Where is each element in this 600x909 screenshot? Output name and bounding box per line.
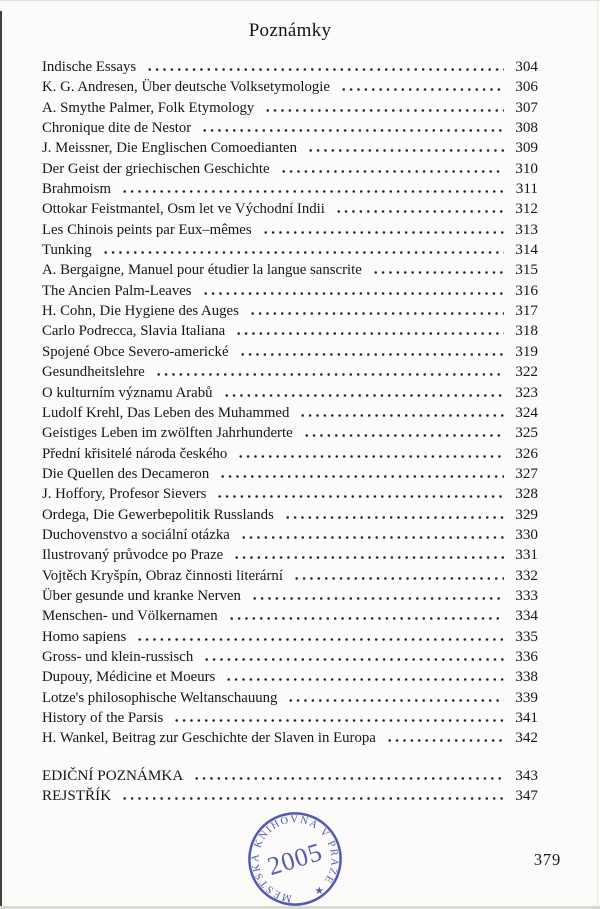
toc-entry	[42, 526, 538, 546]
back-matter-list	[42, 767, 538, 808]
toc-entry-label: Ottokar Feistmantel, Osm let ve Východní Indii	[42, 201, 325, 218]
toc-entry-page: 335	[515, 627, 538, 645]
toc-entry-label: Dupouy, Médicine et Moeurs	[42, 669, 216, 686]
toc-entry	[42, 78, 538, 98]
toc-entry-page: 341	[515, 709, 538, 726]
dot-leader	[293, 577, 504, 580]
toc-list	[42, 58, 538, 750]
toc-entry-page: 322	[515, 363, 538, 381]
dot-leader	[201, 129, 504, 132]
dot-leader	[284, 516, 504, 519]
dot-leader	[155, 373, 504, 376]
toc-entry	[42, 322, 538, 342]
dot-leader	[237, 455, 504, 458]
toc-entry	[42, 465, 538, 485]
toc-entry	[42, 384, 538, 404]
dot-leader	[280, 170, 504, 173]
toc-entry-page: 342	[515, 729, 538, 747]
toc-entry-page: 339	[515, 688, 538, 706]
toc-entry	[42, 261, 538, 281]
toc-entry	[42, 99, 538, 119]
toc-entry-page: 327	[515, 464, 538, 482]
toc-entry	[42, 200, 538, 220]
toc-entry-page: 323	[515, 383, 538, 401]
toc-entry-label: Ilustrovaný průvodce po Praze	[42, 547, 224, 564]
toc-entry-page: 308	[515, 119, 538, 137]
toc-entry-label: Über gesunde und kranke Nerven	[42, 587, 241, 604]
dot-leader	[287, 699, 504, 702]
toc-entry	[42, 628, 538, 648]
toc-entry-page: 333	[515, 586, 538, 604]
toc-entry-page: 319	[515, 342, 538, 360]
toc-entry-label: Spojené Obce Severo-americké	[42, 343, 229, 360]
toc-entry-page: 331	[515, 546, 538, 564]
dot-leader	[386, 739, 504, 742]
toc-entry	[42, 363, 538, 383]
dot-leader	[303, 434, 504, 437]
dot-leader	[146, 68, 504, 71]
scan-edge-top	[0, 0, 600, 1]
dot-leader	[340, 88, 504, 91]
scan-edge-right	[597, 0, 598, 909]
dot-leader	[307, 149, 504, 152]
toc-entry	[42, 567, 538, 587]
toc-entry-page: 343	[515, 766, 538, 784]
toc-entry	[42, 180, 538, 200]
toc-entry	[42, 689, 538, 709]
toc-entry-label: Gross- und klein-russisch	[42, 648, 194, 665]
toc-entry-page: 314	[515, 241, 538, 259]
toc-entry	[42, 160, 538, 180]
toc-entry-label: O kulturním významu Arabů	[42, 384, 213, 401]
toc-entry-page: 328	[515, 485, 538, 503]
toc-entry	[42, 343, 538, 363]
dot-leader	[240, 536, 504, 539]
dot-leader	[202, 292, 504, 295]
toc-entry	[42, 587, 538, 607]
toc-entry-page: 312	[515, 200, 538, 218]
toc-entry-page: 324	[515, 403, 538, 421]
dot-leader	[235, 332, 504, 335]
toc-entry-page: 336	[515, 647, 538, 665]
toc-entry	[42, 241, 538, 261]
stamp-ring-text: MĚSTSKÁ KNIHOVNA V PRAZE ★	[250, 814, 340, 904]
toc-entry	[42, 668, 538, 688]
toc-entry	[42, 729, 538, 749]
toc-entry	[42, 404, 538, 424]
toc-entry	[42, 424, 538, 444]
dot-leader	[228, 617, 504, 620]
toc-entry	[42, 445, 538, 465]
toc-entry	[42, 767, 538, 787]
toc-entry-label: The Ancien Palm-Leaves	[42, 282, 192, 299]
toc-entry-page: 313	[515, 220, 538, 238]
dot-leader	[335, 210, 504, 213]
toc-entry-page: 315	[515, 261, 538, 279]
stamp-year-text: 2005	[264, 837, 326, 882]
toc-entry-label: A. Bergaigne, Manuel pour étudier la langue sanscrite	[42, 262, 362, 279]
toc-entry	[42, 485, 538, 505]
dot-leader	[136, 638, 504, 641]
dot-leader	[223, 394, 504, 397]
toc-entry	[42, 787, 538, 807]
toc-entry-label: A. Smythe Palmer, Folk Etymology	[42, 99, 255, 116]
dot-leader	[249, 312, 504, 315]
toc-entry-label: Menschen- und Völkernamen	[42, 608, 218, 625]
page-title: Poznámky	[248, 20, 332, 41]
toc-entry-page: 304	[515, 58, 538, 75]
dot-leader	[262, 231, 504, 234]
toc-entry-label: Indische Essays	[42, 59, 137, 75]
toc-entry	[42, 546, 538, 566]
toc-entry-label: History of the Parsis	[42, 710, 164, 726]
dot-leader	[372, 271, 504, 274]
toc-entry-label: Ludolf Krehl, Das Leben des Muhammed	[42, 404, 290, 421]
dot-leader	[239, 353, 504, 356]
toc-entry-page: 316	[515, 281, 538, 299]
toc-entry-page: 325	[515, 424, 538, 442]
toc-entry-page: 326	[515, 444, 538, 462]
dot-leader	[173, 719, 504, 722]
toc-entry-page: 306	[515, 78, 538, 96]
scan-edge-left	[0, 11, 2, 909]
dot-leader	[193, 777, 504, 780]
toc-entry	[42, 119, 538, 139]
toc-entry-label: Tunking	[42, 242, 92, 259]
toc-entry-page: 329	[515, 505, 538, 523]
toc-entry-page: 317	[515, 302, 538, 320]
footer-page-number: 379	[533, 850, 561, 869]
dot-leader	[251, 597, 504, 600]
toc-entry	[42, 139, 538, 159]
dot-leader	[216, 495, 504, 498]
toc-entry	[42, 302, 538, 322]
dot-leader	[121, 797, 504, 800]
toc-entry-label: J. Meissner, Die Englischen Comoedianten	[42, 140, 298, 157]
toc-entry	[42, 709, 538, 729]
toc-entry-page: 332	[515, 566, 538, 584]
toc-entry-label: REJSTŘÍK	[42, 787, 112, 805]
dot-leader	[203, 658, 504, 661]
toc-entry-label: Die Quellen des Decameron	[42, 465, 210, 482]
toc-entry-label: Geistiges Leben im zwölften Jahrhunderte	[42, 425, 293, 442]
toc-entry-label: Lotze's philosophische Weltanschauung	[42, 689, 278, 706]
toc-entry-label: Carlo Podrecca, Slavia Italiana	[42, 323, 226, 340]
toc-entry	[42, 506, 538, 526]
toc-entry	[42, 221, 538, 241]
toc-entry-label: Les Chinois peints par Eux–mêmes	[42, 221, 252, 238]
toc-entry-page: 330	[515, 525, 538, 543]
toc-entry-label: K. G. Andresen, Über deutsche Volksetymologie	[42, 79, 330, 96]
toc-entry	[42, 58, 538, 78]
toc-entry-page: 309	[515, 139, 538, 157]
toc-entry-label: Duchovenstvo a sociální otázka	[42, 526, 230, 543]
toc-entry-page: 318	[515, 322, 538, 340]
toc-entry-label: Gesundheitslehre	[42, 364, 145, 381]
toc-entry-label: Brahmoism	[42, 181, 112, 198]
dot-leader	[102, 251, 504, 254]
toc-entry-label: Homo sapiens	[42, 628, 127, 645]
dot-leader	[233, 556, 504, 559]
toc-entry-page: 310	[515, 159, 538, 177]
toc-entry-label: Ordega, Die Gewerbepolitik Russlands	[42, 506, 274, 523]
toc-entry	[42, 607, 538, 627]
dot-leader	[299, 414, 504, 417]
dot-leader	[225, 678, 504, 681]
toc-entry-label: Chronique dite de Nestor	[42, 120, 192, 137]
toc-entry-page: 334	[515, 607, 538, 625]
toc-entry-page: 307	[515, 98, 538, 116]
toc-entry-page: 311	[515, 180, 538, 198]
toc-entry-label: EDIČNÍ POZNÁMKA	[42, 766, 184, 784]
toc-entry-label: Der Geist der griechischen Geschichte	[42, 160, 270, 177]
toc-entry-label: H. Cohn, Die Hygiene des Auges	[42, 303, 239, 320]
toc-entry-label: H. Wankel, Beitrag zur Geschichte der Slaven in Europa	[42, 730, 376, 747]
toc-entry-label: J. Hoffory, Profesor Sievers	[42, 486, 207, 503]
dot-leader	[264, 109, 504, 112]
library-stamp	[240, 804, 350, 909]
toc-entry	[42, 282, 538, 302]
toc-entry-page: 338	[515, 668, 538, 686]
toc-entry	[42, 648, 538, 668]
toc-entry-label: Přední křisitelé národa českého	[42, 445, 228, 462]
toc-entry-page: 347	[515, 787, 538, 805]
dot-leader	[219, 475, 504, 478]
dot-leader	[121, 190, 504, 193]
toc-entry-label: Vojtěch Kryšpín, Obraz činnosti literární	[42, 567, 283, 584]
